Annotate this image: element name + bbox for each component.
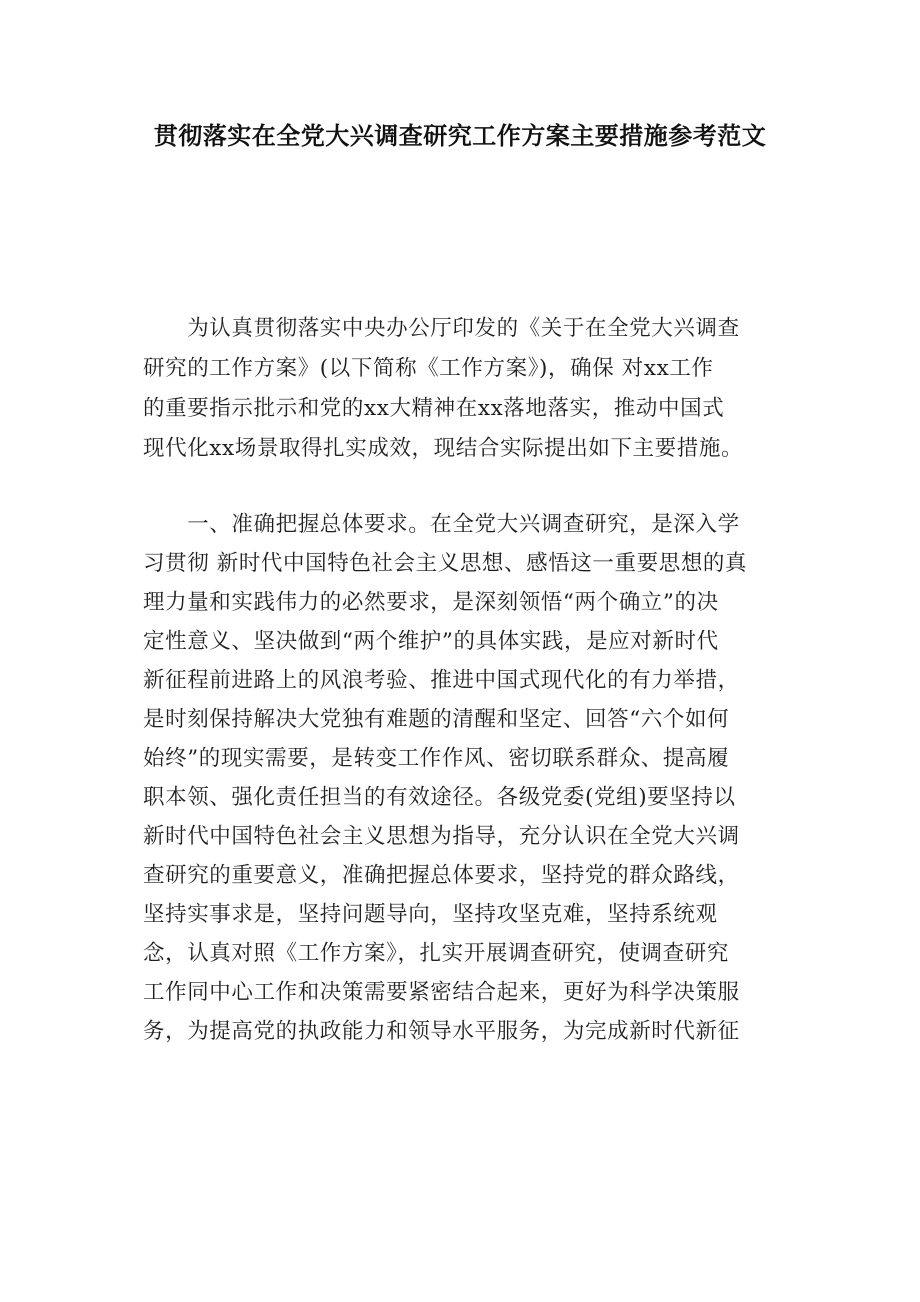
paragraph-line: 新征程前进路上的风浪考验、推进中国式现代化的有力举措，: [143, 668, 740, 693]
paragraph-line: 新时代中国特色社会主义思想为指导，充分认识在全党大兴调: [143, 824, 740, 849]
paragraph-line: 是时刻保持解决大党独有难题的清醒和坚定、回答“六个如何: [143, 707, 730, 732]
paragraph-line: 的重要指示批示和党的xx大精神在xx落地落实，推动中国式: [143, 396, 725, 421]
paragraph-line: 始终”的现实需要，是转变工作作风、密切联系群众、提高履: [143, 746, 730, 771]
paragraph-line: 工作同中心工作和决策需要紧密结合起来，更好为科学决策服: [143, 980, 740, 1005]
paragraph-line: 现代化xx场景取得扎实成效，现结合实际提出如下主要措施。: [143, 436, 744, 461]
paragraph-line: 理力量和实践伟力的必然要求，是深刻领悟“两个确立”的决: [143, 590, 719, 615]
paragraph-line: 务，为提高党的执政能力和领导水平服务，为完成新时代新征: [143, 1019, 740, 1044]
paragraph-line: 习贯彻 新时代中国特色社会主义思想、感悟这一重要思想的真: [143, 551, 748, 576]
paragraph-line: 定性意义、坚决做到“两个维护”的具体实践，是应对新时代: [143, 629, 719, 654]
paragraph-intro: [143, 309, 783, 469]
paragraph-line: 研究的工作方案》(以下简称《工作方案》)，确保 对xx工作: [143, 356, 714, 381]
paragraph-line: 坚持实事求是，坚持问题导向，坚持攻坚克难，坚持系统观: [143, 902, 718, 927]
paragraph-line: 职本领、强化责任担当的有效途径。各级党委(党组)要坚持以: [143, 785, 736, 810]
document-title: 贯彻落实在全党大兴调查研究工作方案主要措施参考范文: [153, 122, 767, 150]
paragraph-line: 为认真贯彻落实中央办公厅印发的《关于在全党大兴调查: [143, 316, 740, 341]
paragraph-line: 查研究的重要意义，准确把握总体要求，坚持党的群众路线，: [143, 863, 740, 888]
paragraph-line: 念，认真对照《工作方案》，扎实开展调查研究，使调查研究: [143, 941, 729, 966]
paragraph-line: 一、准确把握总体要求。在全党大兴调查研究，是深入学: [143, 512, 740, 537]
paragraph-section-one: [143, 505, 783, 1051]
